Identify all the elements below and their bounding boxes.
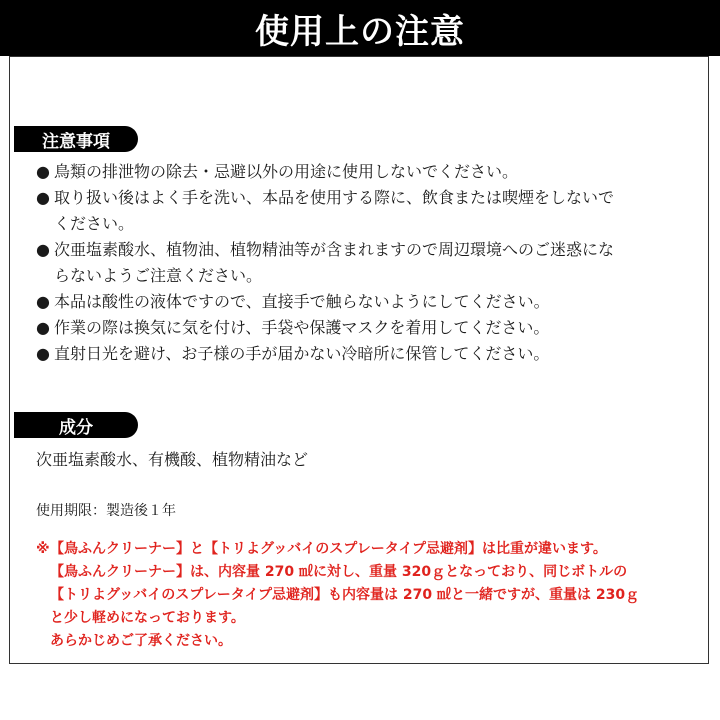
page-title: 使用上の注意 [0,0,720,56]
ingredients-text: 次亜塩素酸水、有機酸、植物精油など [36,450,309,469]
note-mark-icon: ※ [36,541,50,557]
bullet-icon: ● [36,240,50,259]
list-item [36,341,706,367]
bullet-icon: ● [36,162,50,181]
bullet-icon: ● [36,188,50,207]
caution-text: 取り扱い後はよく手を洗い、本品を使用する際に、飲食または喫煙をしないで ください。 [54,188,615,233]
weight-note [36,538,696,653]
list-item [36,185,706,237]
list-item [36,289,706,315]
list-item [36,237,706,289]
caution-text: 作業の際は換気に気を付け、手袋や保護マスクを着用してください。 [54,318,550,337]
ingredients-heading: 成分 [14,412,138,438]
bullet-icon: ● [36,318,50,337]
bullet-icon: ● [36,344,50,363]
cautions-list [36,159,706,367]
caution-text: 直射日光を避け、お子様の手が届かない冷暗所に保管してください。 [54,344,550,363]
caution-text: 次亜塩素酸水、植物油、植物精油等が含まれますので周辺環境へのご迷惑にな らないようご注意ください。 [54,240,615,285]
caution-text: 本品は酸性の液体ですので、直接手で触らないようにしてください。 [54,292,550,311]
list-item [36,159,706,185]
cautions-heading: 注意事項 [14,126,138,152]
note-text: 【鳥ふんクリーナー】と【トリよグッバイのスプレータイプ忌避剤】は比重が違います。 【鳥ふんクリーナー】は、内容量 270 ㎖に対し、重量 320ｇとなっており、同じボトルの 【トリよグッバイのスプレータイプ忌避剤】も内容量は 270 ㎖と一緒ですが、重量は 230ｇ と少し軽めになっております。 あらかじめご了承ください。 [50,541,640,649]
caution-text: 鳥類の排泄物の除去・忌避以外の用途に使用しないでください。 [54,162,519,181]
list-item [36,315,706,341]
expiry-text: 使用期限：製造後１年 [36,503,176,519]
bullet-icon: ● [36,292,50,311]
